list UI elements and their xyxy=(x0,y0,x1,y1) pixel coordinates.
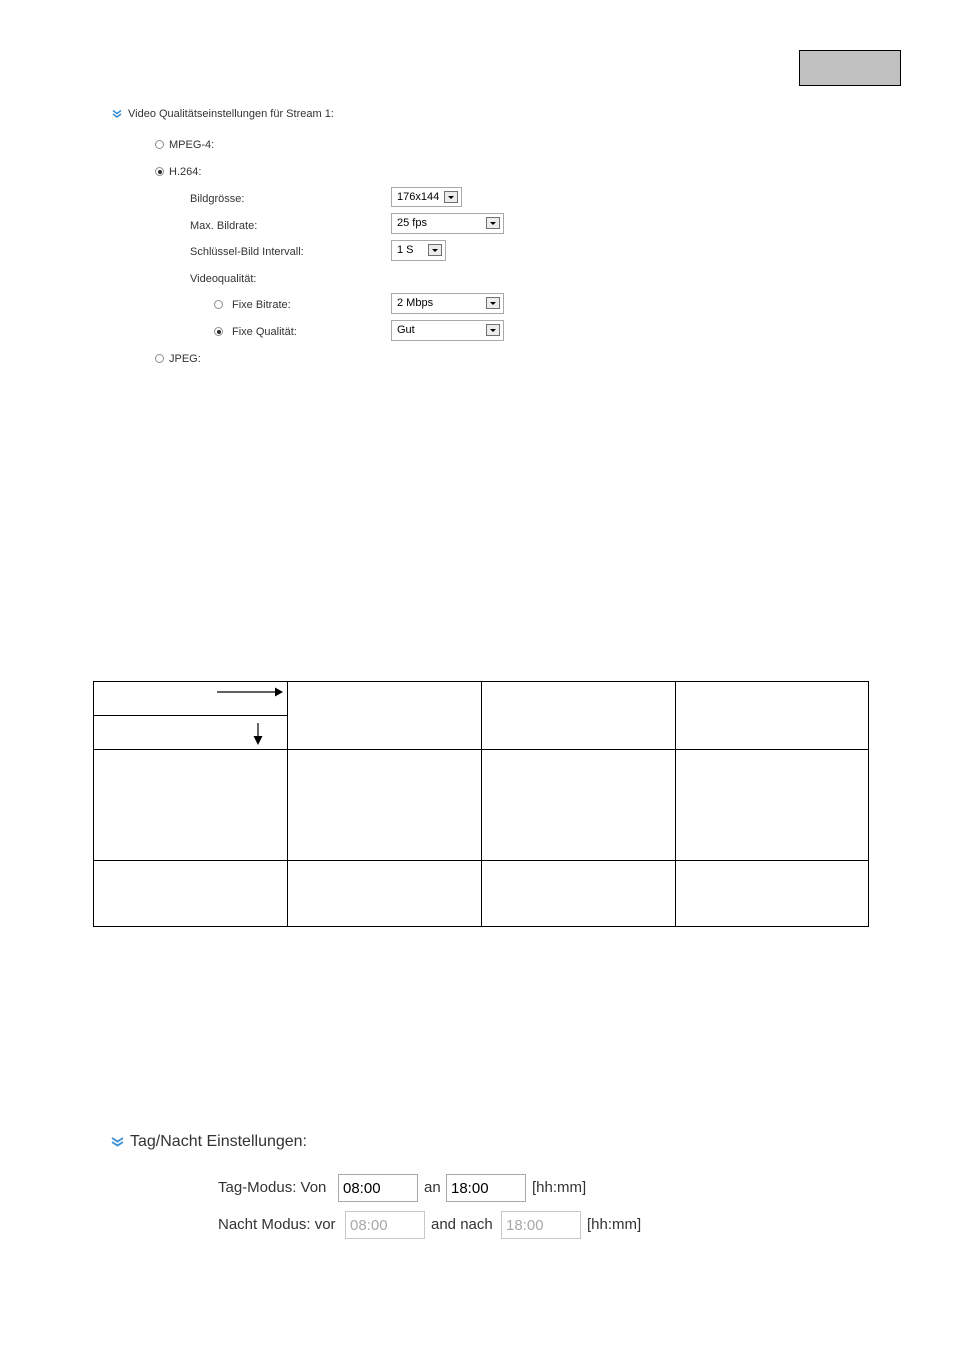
bildgroesse-value: 176x144 xyxy=(397,191,440,203)
fixe-bitrate-value: 2 Mbps xyxy=(397,297,434,309)
fixe-qualitaet-value: Gut xyxy=(397,324,415,336)
chevron-down-icon[interactable] xyxy=(486,217,500,229)
video-quality-title: Video Qualitätseinstellungen für Stream 1: xyxy=(128,108,334,120)
nacht-before-input[interactable]: 08:00 xyxy=(345,1211,425,1239)
tag-modus-label: Tag-Modus: Von xyxy=(218,1179,327,1196)
h264-radio[interactable] xyxy=(155,167,164,176)
tag-from-input[interactable]: 08:00 xyxy=(338,1174,418,1202)
nacht-modus-label: Nacht Modus: vor xyxy=(218,1216,336,1233)
chevron-down-icon[interactable] xyxy=(428,244,442,256)
table-row-divider xyxy=(94,860,868,861)
nacht-and-label: and nach xyxy=(431,1216,493,1233)
table-header-split xyxy=(94,715,288,716)
h264-label: H.264: xyxy=(169,166,202,178)
fixe-qualitaet-radio[interactable] xyxy=(214,327,223,336)
daynight-header[interactable] xyxy=(111,1133,307,1151)
jpeg-label: JPEG: xyxy=(169,353,201,365)
table-column-divider xyxy=(481,682,482,926)
chevron-down-icon[interactable] xyxy=(111,1136,124,1148)
fixe-qualitaet-label: Fixe Qualität: xyxy=(232,326,297,338)
chevron-down-icon[interactable] xyxy=(486,297,500,309)
chevron-down-icon[interactable] xyxy=(444,191,458,203)
intervall-label: Schlüssel-Bild Intervall: xyxy=(190,246,304,258)
tag-unit-label: [hh:mm] xyxy=(532,1179,587,1196)
jpeg-radio[interactable] xyxy=(155,354,164,363)
nacht-unit-label: [hh:mm] xyxy=(587,1216,642,1233)
tag-an-label: an xyxy=(424,1179,441,1196)
videoqualitaet-label: Videoqualität: xyxy=(190,273,257,285)
mpeg4-label: MPEG-4: xyxy=(169,139,215,151)
bildgroesse-label: Bildgrösse: xyxy=(190,193,245,205)
table-row-divider xyxy=(94,749,868,750)
chevron-down-icon[interactable] xyxy=(112,109,122,119)
corner-box xyxy=(799,50,901,86)
intervall-select[interactable] xyxy=(391,240,446,261)
comparison-table xyxy=(93,681,869,927)
fixe-qualitaet-select[interactable] xyxy=(391,320,504,341)
bildrate-value: 25 fps xyxy=(397,217,427,229)
tag-to-input[interactable]: 18:00 xyxy=(446,1174,526,1202)
arrow-right-icon xyxy=(217,685,283,699)
table-column-divider xyxy=(675,682,676,926)
intervall-value: 1 S xyxy=(397,244,414,256)
bildrate-select[interactable] xyxy=(391,213,504,234)
fixe-bitrate-label: Fixe Bitrate: xyxy=(232,299,291,311)
table-column-divider xyxy=(287,682,288,926)
fixe-bitrate-radio[interactable] xyxy=(214,300,223,309)
bildgroesse-select[interactable] xyxy=(391,187,462,207)
video-quality-header[interactable] xyxy=(112,108,334,120)
daynight-title: Tag/Nacht Einstellungen: xyxy=(130,1133,307,1150)
bildrate-label: Max. Bildrate: xyxy=(190,220,258,232)
mpeg4-radio[interactable] xyxy=(155,140,164,149)
nacht-after-input[interactable]: 18:00 xyxy=(501,1211,581,1239)
fixe-bitrate-select[interactable] xyxy=(391,293,504,314)
arrow-down-icon xyxy=(252,723,264,745)
chevron-down-icon[interactable] xyxy=(486,324,500,336)
